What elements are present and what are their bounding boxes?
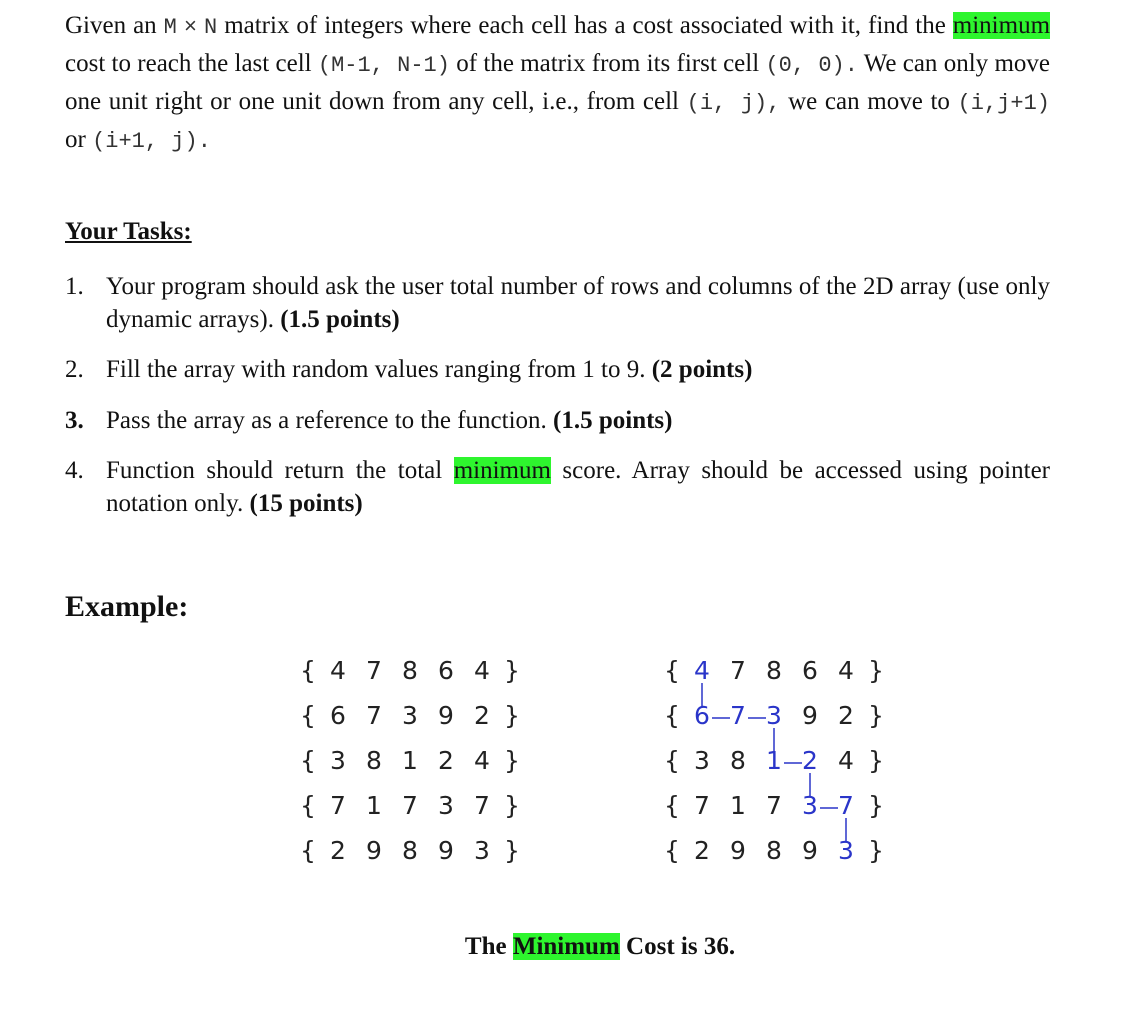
task-points: (15 points) xyxy=(249,490,363,517)
task-number: 1. xyxy=(65,273,84,300)
task-item xyxy=(65,404,1050,437)
brace-close: } xyxy=(868,656,884,685)
matrix-cell: 3 xyxy=(474,836,490,865)
task-points: (2 points) xyxy=(651,356,753,383)
matrix-cell: 7 xyxy=(402,791,418,820)
brace-open: { xyxy=(300,836,316,865)
brace-close: } xyxy=(504,746,520,775)
matrix-cell: 6 xyxy=(802,656,818,685)
brace-open: { xyxy=(300,746,316,775)
matrix-cell: 2 xyxy=(330,836,346,865)
brace-open: { xyxy=(300,656,316,685)
matrix-cell: 3 xyxy=(766,701,782,730)
brace-close: } xyxy=(868,791,884,820)
result-text: The xyxy=(464,933,513,960)
brace-close: } xyxy=(504,656,520,685)
intro-text: We can only move one unit right or one unit down from any cell, i.e., from cell xyxy=(65,50,1050,115)
intro-text: we can move to xyxy=(780,88,958,115)
task-text: Pass the array as a reference to the function. xyxy=(106,407,554,434)
matrix-row xyxy=(296,783,524,828)
matrix-cell: 4 xyxy=(330,656,346,685)
result-text: Cost is 36. xyxy=(619,933,736,960)
matrix-cell: 4 xyxy=(474,656,490,685)
task-points: (1.5 points) xyxy=(553,407,673,434)
matrix-cell: 6 xyxy=(330,701,346,730)
highlighted-word: minimum xyxy=(952,12,1051,39)
matrix-cell: 2 xyxy=(802,746,818,775)
matrix-row xyxy=(660,738,888,783)
matrix-cell: 6 xyxy=(438,656,454,685)
example-heading: Example: xyxy=(65,590,189,623)
matrix-cell: 7 xyxy=(838,791,854,820)
matrix-cell: 9 xyxy=(730,836,746,865)
matrix-row xyxy=(660,693,888,738)
intro-text: or xyxy=(65,126,93,153)
matrix-cell: 3 xyxy=(402,701,418,730)
matrix-row xyxy=(660,828,888,873)
matrix-row xyxy=(296,738,524,783)
code-move-down: (i+1, j). xyxy=(92,129,211,154)
brace-open: { xyxy=(664,836,680,865)
symbol-n: N xyxy=(204,15,218,40)
example-matrix-solution xyxy=(660,648,900,878)
intro-text: matrix of integers where each cell has a cost associated with it, find the xyxy=(217,12,953,39)
matrix-cell: 9 xyxy=(438,701,454,730)
task-text: Your program should ask the user total number of rows and columns of the 2D array (use only dynamic arrays). xyxy=(106,273,1050,333)
brace-open: { xyxy=(300,791,316,820)
tasks-heading: Your Tasks: xyxy=(65,218,192,245)
matrix-cell: 3 xyxy=(802,791,818,820)
task-text: Fill the array with random values ranging from 1 to 9. xyxy=(106,356,652,383)
task-item xyxy=(65,353,1050,386)
matrix-cell: 8 xyxy=(730,746,746,775)
highlighted-word: minimum xyxy=(453,457,551,484)
task-number: 4. xyxy=(65,457,84,484)
matrix-cell: 7 xyxy=(366,701,382,730)
matrix-cell: 4 xyxy=(474,746,490,775)
matrix-cell: 4 xyxy=(838,656,854,685)
matrix-row xyxy=(660,783,888,828)
matrix-cell: 1 xyxy=(402,746,418,775)
matrix-row xyxy=(296,828,524,873)
matrix-row xyxy=(296,693,524,738)
task-number: 3. xyxy=(65,407,84,434)
intro-text: Given an xyxy=(65,12,164,39)
matrix-cell: 9 xyxy=(366,836,382,865)
problem-statement xyxy=(65,8,1050,160)
matrix-cell: 7 xyxy=(330,791,346,820)
matrix-cell: 9 xyxy=(802,701,818,730)
brace-close: } xyxy=(868,701,884,730)
matrix-cell: 2 xyxy=(694,836,710,865)
code-cell-ij: (i, j), xyxy=(686,91,781,116)
matrix-row xyxy=(296,648,524,693)
symbol-m: M xyxy=(163,15,177,40)
brace-close: } xyxy=(868,746,884,775)
matrix-cell: 7 xyxy=(694,791,710,820)
symbol-times: × xyxy=(183,15,198,40)
code-last-cell: (M-1, N-1) xyxy=(317,53,450,78)
matrix-cell: 7 xyxy=(730,656,746,685)
matrix-cell: 8 xyxy=(766,836,782,865)
task-item xyxy=(65,454,1050,520)
matrix-cell: 4 xyxy=(838,746,854,775)
matrix-cell: 8 xyxy=(766,656,782,685)
matrix-cell: 6 xyxy=(694,701,710,730)
brace-open: { xyxy=(664,791,680,820)
matrix-cell: 4 xyxy=(694,656,710,685)
brace-open: { xyxy=(664,746,680,775)
matrix-row xyxy=(660,648,888,693)
matrix-cell: 3 xyxy=(438,791,454,820)
matrix-cell: 7 xyxy=(730,701,746,730)
matrix-cell: 3 xyxy=(694,746,710,775)
matrix-cell: 2 xyxy=(438,746,454,775)
matrix-cell: 7 xyxy=(474,791,490,820)
matrix-cell: 8 xyxy=(366,746,382,775)
matrix-cell: 9 xyxy=(802,836,818,865)
matrix-cell: 7 xyxy=(766,791,782,820)
brace-close: } xyxy=(504,701,520,730)
example-matrix xyxy=(296,648,524,873)
result-caption xyxy=(0,933,1125,961)
matrix-cell: 1 xyxy=(730,791,746,820)
matrix-cell: 1 xyxy=(366,791,382,820)
task-item xyxy=(65,270,1050,336)
intro-text: of the matrix from its first cell xyxy=(449,50,766,77)
brace-close: } xyxy=(868,836,884,865)
matrix-cell: 8 xyxy=(402,656,418,685)
matrix-cell: 2 xyxy=(838,701,854,730)
matrix-cell: 3 xyxy=(330,746,346,775)
task-text: score. Array should be accessed using pointer notation only. xyxy=(106,457,1050,517)
matrix-cell: 7 xyxy=(366,656,382,685)
matrix-cell: 3 xyxy=(838,836,854,865)
matrix-cell: 2 xyxy=(474,701,490,730)
code-move-right: (i,j+1) xyxy=(957,91,1050,116)
task-text: Function should return the total xyxy=(106,457,454,484)
brace-open: { xyxy=(664,701,680,730)
matrix-cell: 1 xyxy=(766,746,782,775)
task-number: 2. xyxy=(65,356,84,383)
matrix-cell: 9 xyxy=(438,836,454,865)
brace-open: { xyxy=(664,656,680,685)
intro-text: cost to reach the last cell xyxy=(65,50,318,77)
brace-open: { xyxy=(300,701,316,730)
code-first-cell: (0, 0). xyxy=(765,53,858,78)
brace-close: } xyxy=(504,791,520,820)
brace-close: } xyxy=(504,836,520,865)
task-points: (1.5 points) xyxy=(280,306,400,333)
matrix-cell: 8 xyxy=(402,836,418,865)
highlighted-word: Minimum xyxy=(512,933,620,960)
